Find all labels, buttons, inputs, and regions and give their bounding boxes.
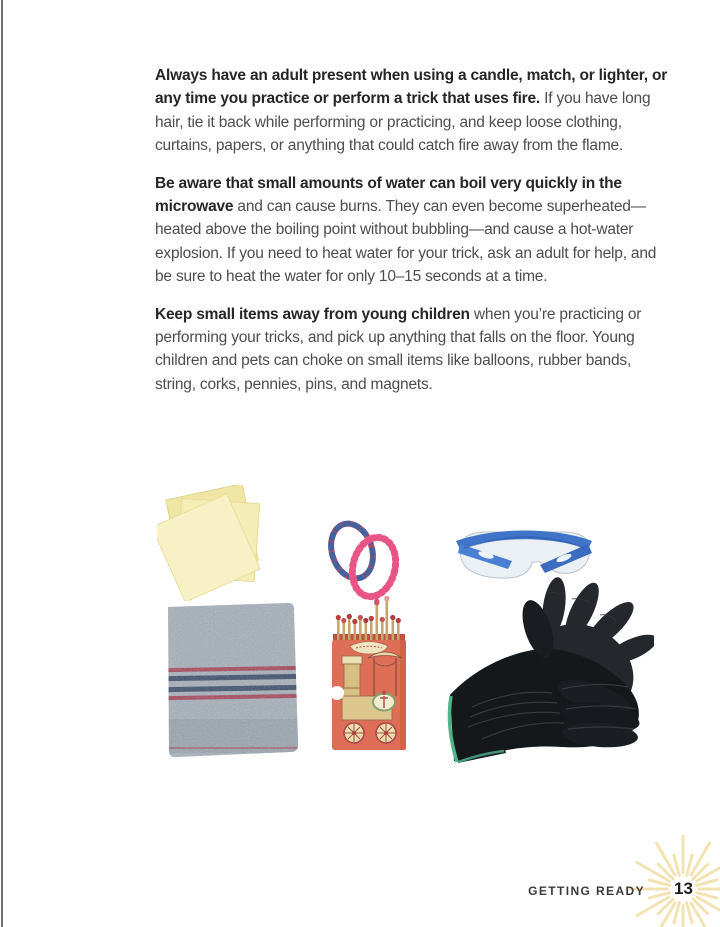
paragraph-bold-text: Always have an adult present when using a candle, match, or lighter, or any time you practice or perform a trick that uses fire. xyxy=(155,67,668,108)
bracelets-photo xyxy=(322,515,406,603)
matchbox-photo xyxy=(330,596,408,754)
footer-section-label: GETTING READY xyxy=(528,884,645,898)
paragraph-regular-text: when you’re practicing or performing your tricks, and pick up anything that falls on the floor. Young children and pets can choke on small items like balloons, rubber bands, string, corks, pennies, pins, and magnets. xyxy=(155,305,642,393)
safety-paragraph-water xyxy=(155,172,673,289)
safety-text-block xyxy=(155,64,673,410)
safety-paragraph-fire xyxy=(155,64,673,158)
flash-paper-photo xyxy=(157,485,271,601)
dishcloth-photo xyxy=(160,601,302,759)
page-left-edge-line xyxy=(1,0,3,927)
paragraph-bold-text: Be aware that small amounts of water can boil very quickly in the microwave xyxy=(155,174,622,216)
sunburst-decoration xyxy=(612,826,720,927)
paragraph-regular-text: If you have long hair, tie it back while performing or practicing, and keep loose clothing, curtains, papers, or anything that could catch fire away from the flame. xyxy=(155,90,651,155)
paragraph-regular-text: and can cause burns. They can even become superheated—heated above the boiling point without bubbling—and cause a hot-water explosion. If you need to heat water for your trick, ask an adult for help, and be sure to heat the water for only 10–15 seconds at a time. xyxy=(155,198,657,286)
safety-glasses-photo xyxy=(450,521,598,587)
paragraph-bold-text: Keep small items away from young children xyxy=(155,305,470,323)
work-gloves-photo xyxy=(442,577,654,765)
footer-page-number: 13 xyxy=(674,879,693,898)
safety-paragraph-children xyxy=(155,303,673,397)
